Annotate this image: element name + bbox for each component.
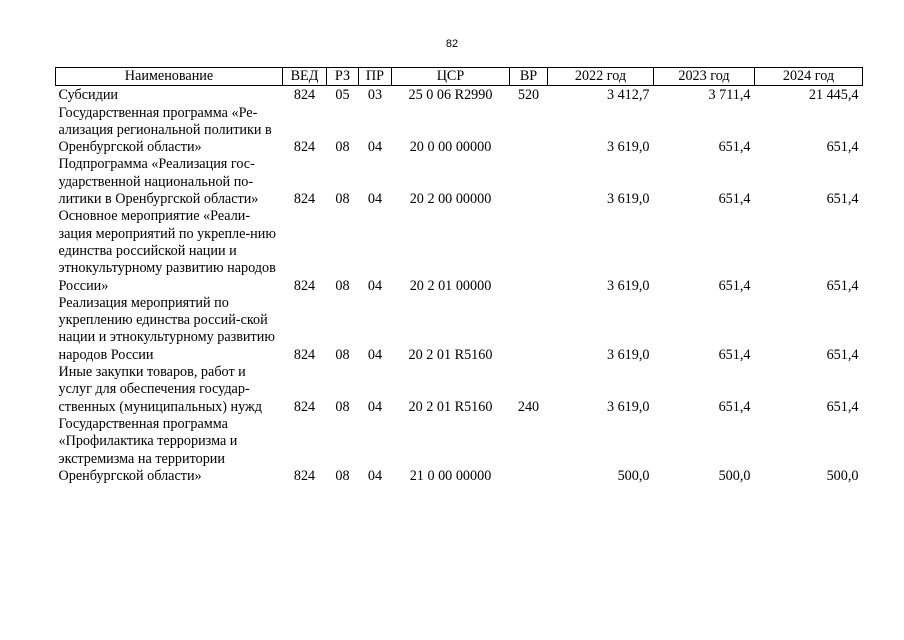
- row-pr: 04: [367, 139, 383, 156]
- row-rz: 08: [335, 467, 350, 484]
- row-csr: 21 0 00 00000: [409, 467, 492, 484]
- page-number: 82: [445, 38, 459, 50]
- row-2022: 3 619,0: [606, 191, 650, 208]
- row-rz: 08: [335, 191, 350, 208]
- row-name: Субсидии: [58, 87, 119, 104]
- table-row: [56, 86, 863, 105]
- row-2024: 500,0: [826, 467, 859, 484]
- table-row: [56, 208, 863, 294]
- column-header-2023: 2023 год: [654, 68, 755, 86]
- column-header-csr: ЦСР: [392, 68, 510, 86]
- row-2024: 21 445,4: [808, 87, 859, 104]
- row-csr: 20 2 01 R5160: [408, 346, 493, 363]
- column-header-2022: 2022 год: [548, 68, 654, 86]
- row-csr: 20 2 00 00000: [409, 191, 492, 208]
- row-pr: 04: [367, 277, 383, 294]
- row-csr: 20 2 01 00000: [409, 277, 492, 294]
- row-vr: 240: [517, 398, 540, 415]
- row-pr: 04: [367, 346, 383, 363]
- column-header-vr: ВР: [510, 68, 548, 86]
- table-row: [56, 295, 863, 364]
- row-ved: 824: [293, 467, 316, 484]
- row-2022: 500,0: [617, 467, 650, 484]
- row-2023: 651,4: [718, 277, 751, 294]
- row-vr: [510, 105, 548, 157]
- row-pr: 04: [367, 467, 383, 484]
- row-rz: 05: [335, 87, 350, 104]
- row-name: Государственная программа «Ре-ализация региональной политики в Оренбургской области»: [58, 104, 272, 156]
- row-name: Государственная программа «Профилактика терроризма и экстремизма на территории Оренбургской области»: [58, 415, 238, 484]
- row-vr: [510, 295, 548, 364]
- row-rz: 08: [335, 346, 350, 363]
- column-header-ved: ВЕД: [283, 68, 327, 86]
- row-2023: 651,4: [718, 139, 751, 156]
- table-row: [56, 156, 863, 208]
- row-pr: 04: [367, 191, 383, 208]
- column-header-2024: 2024 год: [755, 68, 863, 86]
- row-name: Иные закупки товаров, работ и услуг для обеспечения государ-ственных (муниципальных) нужд: [58, 364, 263, 415]
- row-ved: 824: [293, 87, 316, 104]
- row-2023: 3 711,4: [708, 87, 751, 104]
- row-name: Подпрограмма «Реализация гос-ударственной национальной по-литики в Оренбургской области»: [58, 156, 259, 208]
- table-header-row: [56, 68, 863, 86]
- row-csr: 20 0 00 00000: [409, 139, 492, 156]
- row-rz: 08: [335, 277, 350, 294]
- column-header-pr: ПР: [359, 68, 392, 86]
- row-vr: [510, 208, 548, 294]
- row-2022: 3 412,7: [606, 87, 650, 104]
- table-row: [56, 364, 863, 416]
- row-2022: 3 619,0: [606, 277, 650, 294]
- row-name: Основное мероприятие «Реали-зация мероприятий по укрепле-нию единства российской нации и этнокультурному развитию народов России»: [58, 208, 276, 294]
- row-2023: 651,4: [718, 191, 751, 208]
- column-header-name: Наименование: [56, 68, 283, 86]
- row-vr: 520: [517, 87, 540, 104]
- row-2024: 651,4: [826, 191, 859, 208]
- row-2024: 651,4: [826, 277, 859, 294]
- row-name: Реализация мероприятий по укреплению единства россий-ской нации и этнокультурному развитию народов России: [58, 294, 275, 363]
- row-2022: 3 619,0: [606, 346, 650, 363]
- row-pr: 04: [367, 398, 383, 415]
- row-2023: 651,4: [718, 346, 751, 363]
- row-ved: 824: [293, 346, 316, 363]
- row-csr: 25 0 06 R2990: [408, 87, 493, 104]
- row-ved: 824: [293, 398, 316, 415]
- row-2023: 651,4: [718, 398, 751, 415]
- row-2024: 651,4: [826, 398, 859, 415]
- row-2023: 500,0: [718, 467, 751, 484]
- row-2024: 651,4: [826, 346, 859, 363]
- row-ved: 824: [293, 191, 316, 208]
- table-row: [56, 105, 863, 157]
- budget-table: [55, 67, 863, 485]
- row-rz: 08: [335, 139, 350, 156]
- row-2024: 651,4: [826, 139, 859, 156]
- table-row: [56, 416, 863, 485]
- row-2022: 3 619,0: [606, 398, 650, 415]
- row-ved: 824: [293, 139, 316, 156]
- row-2022: 3 619,0: [606, 139, 650, 156]
- row-csr: 20 2 01 R5160: [408, 398, 493, 415]
- row-ved: 824: [293, 277, 316, 294]
- column-header-rz: РЗ: [327, 68, 359, 86]
- row-vr: [510, 416, 548, 485]
- row-pr: 03: [367, 87, 383, 104]
- row-vr: [510, 156, 548, 208]
- row-rz: 08: [335, 398, 350, 415]
